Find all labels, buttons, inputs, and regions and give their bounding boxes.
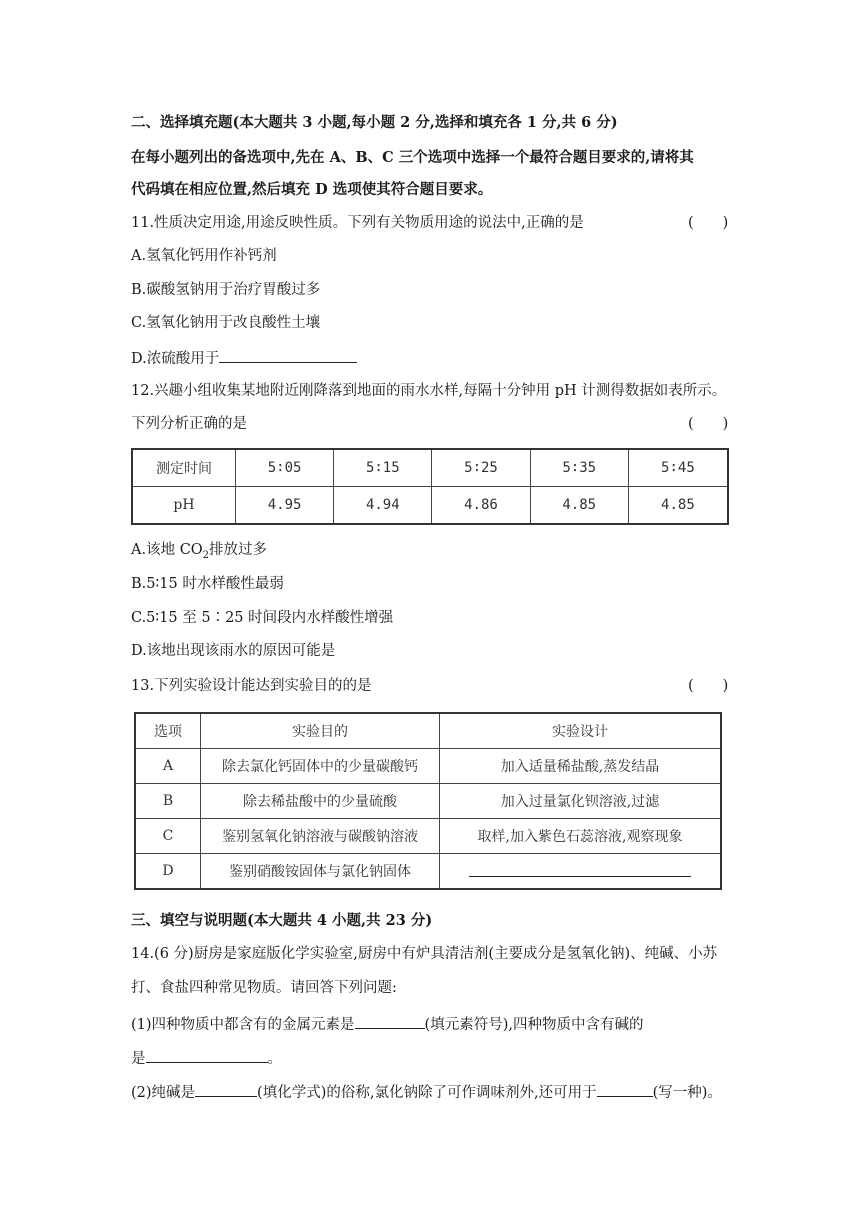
ph-cell: 4.85 xyxy=(628,487,728,525)
q12-stem-line2: 下列分析正确的是 xyxy=(131,416,247,432)
q12-stem-line1: 12.兴趣小组收集某地附近刚降落到地面的雨水水样,每隔十分钟用 pH 计测得数据如表所示。 xyxy=(131,383,727,399)
q12-option-a-subscript: 2 xyxy=(202,549,210,561)
q14-part1-line2 xyxy=(131,1046,282,1069)
q13-answer-paren[interactable]: ( ) xyxy=(688,678,729,694)
q12-option-a-suffix: 排放过多 xyxy=(209,542,268,558)
q14-part2-blank-formula[interactable] xyxy=(195,1080,257,1097)
q14-part2-text3: (写一种)。 xyxy=(652,1085,722,1101)
section2-instruction-line1: 在每小题列出的备选项中,先在 A、B、C 三个选项中选择一个最符合题目要求的,请将其 xyxy=(131,149,694,166)
q12-option-a-prefix: A.该地 CO xyxy=(131,542,203,558)
row-header-time: 测定时间 xyxy=(132,449,236,487)
q12-option-b: B.5∶15 时水样酸性最弱 xyxy=(131,576,284,592)
q11-option-b: B.碳酸氢钠用于治疗胃酸过多 xyxy=(131,282,321,298)
q13-option-d-blank[interactable] xyxy=(469,862,691,877)
table-row xyxy=(132,449,728,487)
q11-option-d-blank[interactable] xyxy=(219,346,357,363)
option-cell: A xyxy=(135,749,201,784)
experiment-table xyxy=(134,712,722,890)
q12-answer-paren[interactable]: ( ) xyxy=(688,416,729,432)
q14-part1-text: (1)四种物质中都含有的金属元素是 xyxy=(131,1017,355,1033)
table-row xyxy=(132,487,728,525)
purpose-cell: 鉴别硝酸铵固体与氯化钠固体 xyxy=(201,854,440,890)
q11-stem: 11.性质决定用途,用途反映性质。下列有关物质用途的说法中,正确的是 xyxy=(131,215,584,231)
q14-part2-blank-use[interactable] xyxy=(597,1080,653,1097)
q11-option-c: C.氢氧化钠用于改良酸性土壤 xyxy=(131,315,321,331)
ph-cell: 4.86 xyxy=(432,487,530,525)
ph-cell: 4.94 xyxy=(334,487,432,525)
q13-stem: 13.下列实验设计能达到实验目的的是 xyxy=(131,678,372,694)
time-cell: 5∶45 xyxy=(628,449,728,487)
design-cell-blank[interactable] xyxy=(440,854,722,890)
column-header-option: 选项 xyxy=(135,713,201,749)
design-cell: 加入过量氯化钡溶液,过滤 xyxy=(440,784,722,819)
ph-cell: 4.95 xyxy=(236,487,334,525)
section2-heading: 二、选择填充题(本大题共 3 小题,每小题 2 分,选择和填充各 1 分,共 6 分) xyxy=(131,114,618,131)
option-cell: D xyxy=(135,854,201,890)
q14-part1-line2-suffix: 。 xyxy=(267,1051,282,1067)
q14-stem-line2: 打、食盐四种常见物质。请回答下列问题: xyxy=(131,980,397,996)
q14-part1-text2: (填元素符号),四种物质中含有碱的 xyxy=(424,1017,644,1033)
q14-part1-line2-prefix: 是 xyxy=(131,1051,146,1067)
q11-answer-paren[interactable]: ( ) xyxy=(688,215,729,231)
table-row xyxy=(135,854,721,890)
table-row xyxy=(135,784,721,819)
purpose-cell: 鉴别氢氧化钠溶液与碳酸钠溶液 xyxy=(201,819,440,854)
table-row xyxy=(135,819,721,854)
table-header-row xyxy=(135,713,721,749)
q11-option-d xyxy=(131,346,357,369)
q11-option-a: A.氢氧化钙用作补钙剂 xyxy=(131,248,277,264)
option-cell: B xyxy=(135,784,201,819)
option-cell: C xyxy=(135,819,201,854)
q14-part2 xyxy=(131,1080,722,1103)
q14-part1-blank-element[interactable] xyxy=(355,1012,425,1029)
q12-option-c: C.5∶15 至 5∶25 时间段内水样酸性增强 xyxy=(131,610,394,626)
table-row xyxy=(135,749,721,784)
section2-instruction-line2: 代码填在相应位置,然后填充 D 选项使其符合题目要求。 xyxy=(131,181,493,198)
q14-part1 xyxy=(131,1012,643,1035)
ph-cell: 4.85 xyxy=(530,487,628,525)
q12-option-a xyxy=(131,540,267,566)
q14-part2-text2: (填化学式)的俗称,氯化钠除了可作调味剂外,还可用于 xyxy=(257,1085,597,1101)
q11-option-d-text: D.浓硫酸用于 xyxy=(131,351,220,367)
design-cell: 加入适量稀盐酸,蒸发结晶 xyxy=(440,749,722,784)
q14-part2-text: (2)纯碱是 xyxy=(131,1085,196,1101)
ph-measurement-table xyxy=(131,448,729,525)
q14-part1-blank-base[interactable] xyxy=(146,1046,268,1063)
column-header-design: 实验设计 xyxy=(440,713,722,749)
design-cell: 取样,加入紫色石蕊溶液,观察现象 xyxy=(440,819,722,854)
time-cell: 5∶25 xyxy=(432,449,530,487)
time-cell: 5∶35 xyxy=(530,449,628,487)
section3-heading: 三、填空与说明题(本大题共 4 小题,共 23 分) xyxy=(131,912,433,929)
purpose-cell: 除去稀盐酸中的少量硫酸 xyxy=(201,784,440,819)
column-header-purpose: 实验目的 xyxy=(201,713,440,749)
row-header-ph: pH xyxy=(132,487,236,525)
time-cell: 5∶15 xyxy=(334,449,432,487)
q12-option-d: D.该地出现该雨水的原因可能是 xyxy=(131,643,336,659)
time-cell: 5∶05 xyxy=(236,449,334,487)
purpose-cell: 除去氯化钙固体中的少量碳酸钙 xyxy=(201,749,440,784)
q14-stem-line1: 14.(6 分)厨房是家庭版化学实验室,厨房中有炉具清洁剂(主要成分是氢氧化钠)、纯碱、小苏 xyxy=(131,946,718,962)
